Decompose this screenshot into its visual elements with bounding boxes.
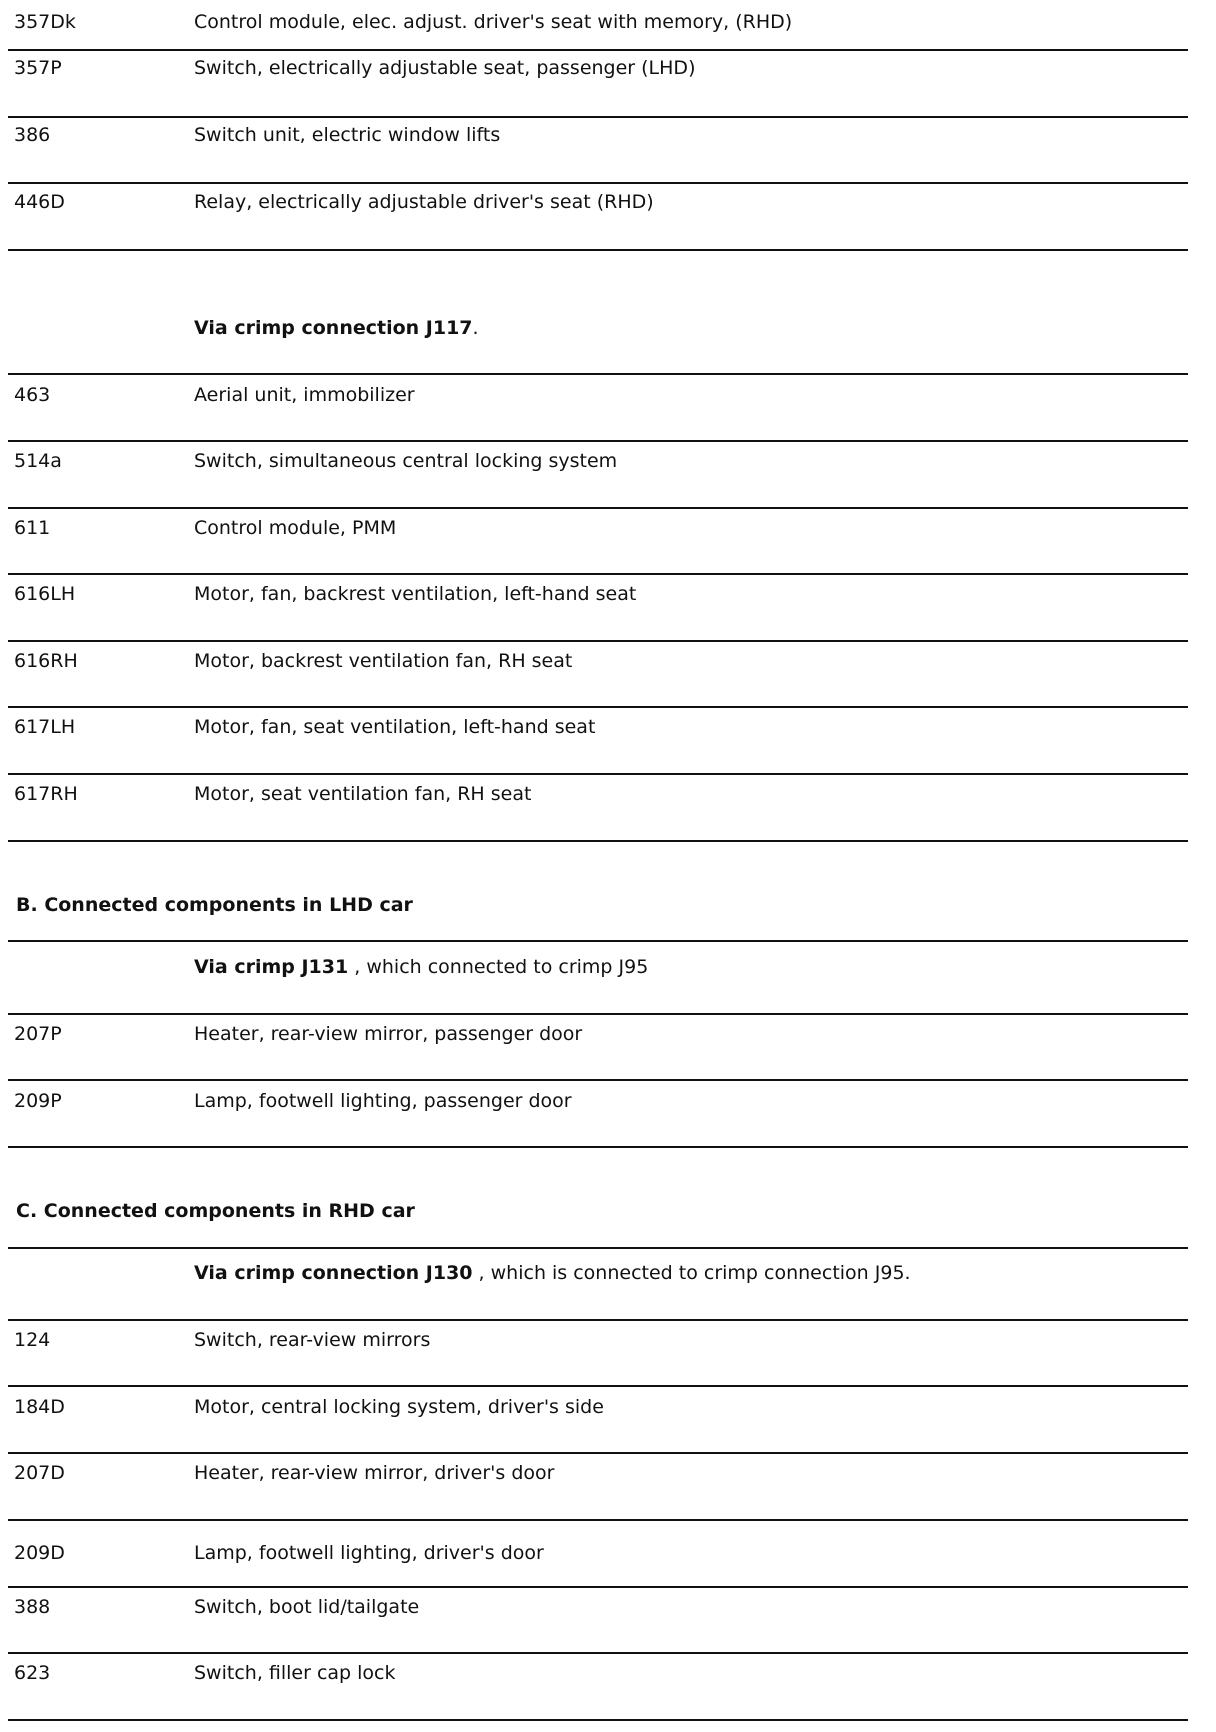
- row-divider: [8, 1719, 1188, 1721]
- component-description: Switch, rear-view mirrors: [194, 1329, 431, 1351]
- row-divider: [8, 706, 1188, 708]
- component-code: 616LH: [14, 583, 76, 605]
- row-divider: [8, 640, 1188, 642]
- component-code: 207P: [14, 1023, 62, 1045]
- component-code: 357Dk: [14, 11, 76, 33]
- component-description: Switch, simultaneous central locking system: [194, 450, 618, 472]
- component-description: Lamp, footwell lighting, driver's door: [194, 1542, 544, 1564]
- component-code: 386: [14, 124, 51, 146]
- row-divider: [8, 773, 1188, 775]
- row-divider: [8, 1319, 1188, 1321]
- component-code: 446D: [14, 191, 65, 213]
- row-divider: [8, 840, 1188, 842]
- row-divider: [8, 1586, 1188, 1588]
- component-code: 209P: [14, 1090, 62, 1112]
- row-divider: [8, 440, 1188, 442]
- via-crimp-rest: , which connected to crimp J95: [348, 956, 649, 978]
- component-description: Motor, seat ventilation fan, RH seat: [194, 783, 532, 805]
- row-divider: [8, 373, 1188, 375]
- row-divider: [8, 116, 1188, 118]
- component-code: 357P: [14, 57, 62, 79]
- row-divider: [8, 1146, 1188, 1148]
- row-divider: [8, 1247, 1188, 1249]
- row-divider: [8, 507, 1188, 509]
- component-description: Switch, filler cap lock: [194, 1662, 396, 1684]
- via-crimp-label: Via crimp connection J117: [194, 317, 473, 339]
- component-description: Switch, boot lid/tailgate: [194, 1596, 420, 1618]
- component-description: Relay, electrically adjustable driver's seat (RHD): [194, 191, 654, 213]
- component-description: Motor, fan, seat ventilation, left-hand seat: [194, 716, 596, 738]
- via-crimp-j131-note: [194, 955, 648, 979]
- row-divider: [8, 1519, 1188, 1521]
- row-divider: [8, 1652, 1188, 1654]
- row-divider: [8, 1079, 1188, 1081]
- component-code: 616RH: [14, 650, 78, 672]
- component-description: Motor, fan, backrest ventilation, left-hand seat: [194, 583, 637, 605]
- component-description: Lamp, footwell lighting, passenger door: [194, 1090, 572, 1112]
- component-code: 207D: [14, 1462, 65, 1484]
- row-divider: [8, 573, 1188, 575]
- component-code: 617LH: [14, 716, 76, 738]
- component-description: Switch unit, electric window lifts: [194, 124, 501, 146]
- via-crimp-j117-note: [194, 316, 479, 340]
- row-divider: [8, 49, 1188, 51]
- component-code: 209D: [14, 1542, 65, 1564]
- row-divider: [8, 182, 1188, 184]
- via-crimp-j130-note: [194, 1261, 911, 1285]
- component-code: 611: [14, 517, 51, 539]
- component-description: Control module, PMM: [194, 517, 397, 539]
- component-code: 184D: [14, 1396, 65, 1418]
- via-crimp-label: Via crimp J131: [194, 956, 349, 978]
- via-crimp-label: Via crimp connection J130: [194, 1262, 473, 1284]
- row-divider: [8, 1385, 1188, 1387]
- component-code: 463: [14, 384, 51, 406]
- component-code: 617RH: [14, 783, 78, 805]
- component-code: 623: [14, 1662, 51, 1684]
- component-description: Switch, electrically adjustable seat, passenger (LHD): [194, 57, 696, 79]
- component-description: Heater, rear-view mirror, passenger door: [194, 1023, 583, 1045]
- component-description: Motor, central locking system, driver's side: [194, 1396, 604, 1418]
- via-crimp-rest: .: [472, 317, 479, 339]
- component-description: Motor, backrest ventilation fan, RH seat: [194, 650, 573, 672]
- component-code: 124: [14, 1329, 51, 1351]
- component-code: 514a: [14, 450, 62, 472]
- row-divider: [8, 1013, 1188, 1015]
- via-crimp-rest: , which is connected to crimp connection J95.: [472, 1262, 911, 1284]
- row-divider: [8, 1452, 1188, 1454]
- section-heading-rhd: C. Connected components in RHD car: [16, 1200, 415, 1222]
- component-description: Aerial unit, immobilizer: [194, 384, 415, 406]
- row-divider: [8, 940, 1188, 942]
- row-divider: [8, 249, 1188, 251]
- component-code: 388: [14, 1596, 51, 1618]
- component-description: Control module, elec. adjust. driver's seat with memory, (RHD): [194, 11, 793, 33]
- section-heading-lhd: B. Connected components in LHD car: [16, 894, 413, 916]
- component-description: Heater, rear-view mirror, driver's door: [194, 1462, 555, 1484]
